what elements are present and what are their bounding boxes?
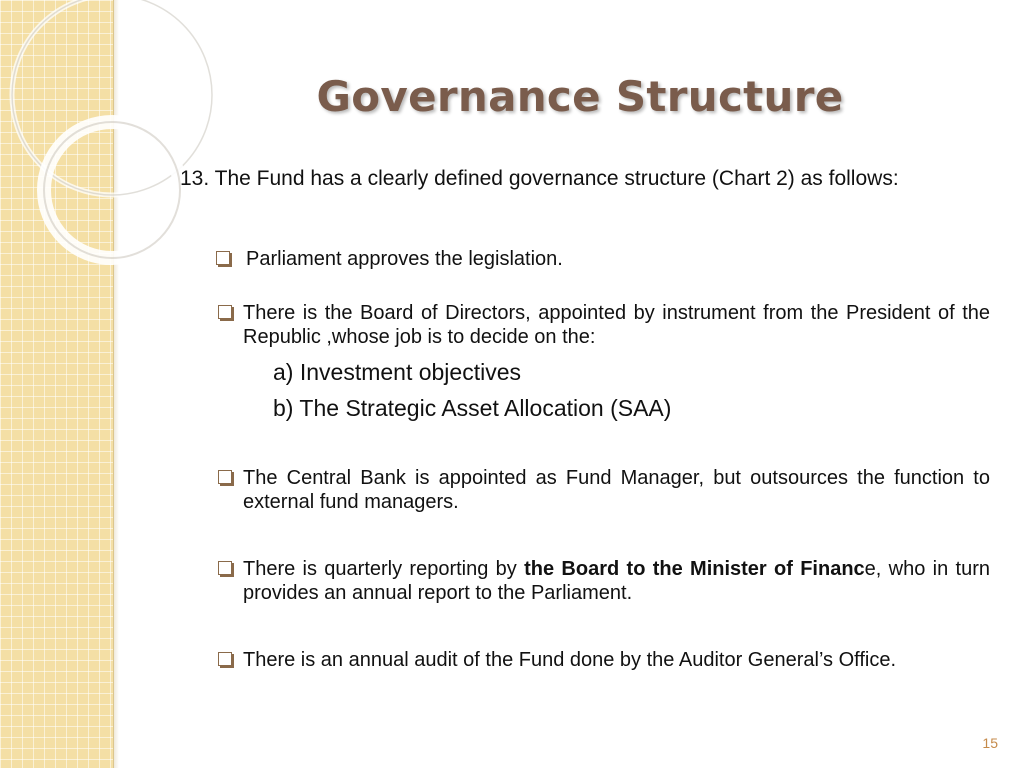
bullet-text-bold: the Board to the Minister of Financ (524, 558, 865, 580)
decorative-rings (0, 0, 160, 260)
bullet-text (243, 557, 990, 605)
bullet-item (218, 557, 990, 605)
page-number: 15 (982, 735, 998, 751)
bullet-item (218, 648, 990, 672)
bullet-item (218, 466, 990, 514)
checkbox-bullet-icon (218, 470, 232, 484)
decorative-ring-small-edge (44, 122, 180, 258)
checkbox-bullet-icon (218, 305, 232, 319)
slide-title: Governance Structure (316, 72, 844, 121)
bullet-item (218, 301, 990, 349)
bullet-text: There is the Board of Directors, appointed by instrument from the President of the Republic ,whose job is to decide on the: (243, 302, 990, 348)
bullet-text: The Central Bank is appointed as Fund Manager, but outsources the function to external fund managers. (243, 467, 990, 513)
intro-paragraph: 13. The Fund has a clearly defined governance structure (Chart 2) as follows: (180, 167, 899, 190)
sub-item: a) Investment objectives (273, 359, 522, 385)
bullet-text: Parliament approves the legislation. (246, 248, 563, 270)
bullet-item (216, 247, 988, 271)
checkbox-bullet-icon (216, 251, 230, 265)
bullet-text-part: There is quarterly reporting by (243, 558, 525, 580)
checkbox-bullet-icon (218, 561, 232, 575)
checkbox-bullet-icon (218, 652, 232, 666)
bullet-text: There is an annual audit of the Fund done by the Auditor General’s Office. (243, 649, 897, 671)
sub-item: b) The Strategic Asset Allocation (SAA) (273, 395, 672, 421)
bullet-text-part: e, who in turn provides an annual report to the Parliament. (243, 558, 991, 604)
